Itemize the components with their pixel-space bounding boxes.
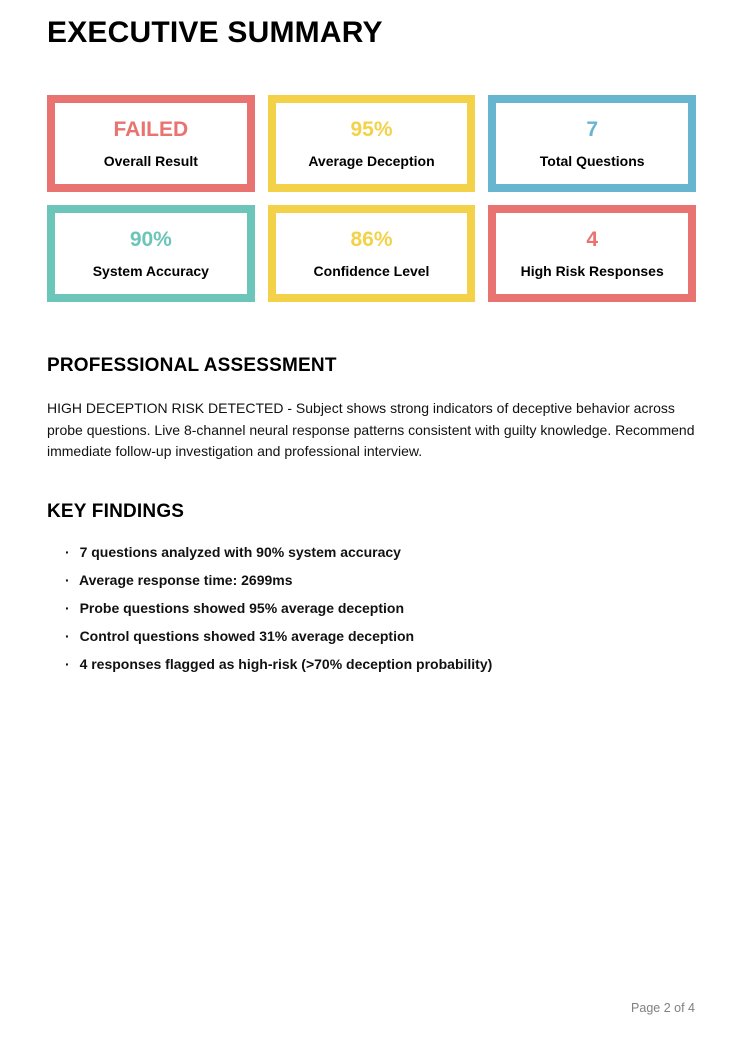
page-title: EXECUTIVE SUMMARY	[47, 16, 383, 49]
finding-text: Probe questions showed 95% average deception	[79, 599, 404, 616]
page-number: Page 2 of 4	[631, 1001, 695, 1015]
stat-value: 95%	[350, 118, 393, 142]
finding-text: Average response time: 2699ms	[79, 571, 293, 588]
findings-heading: KEY FINDINGS	[47, 500, 185, 522]
stat-label: Average Deception	[308, 152, 435, 169]
stat-label: Total Questions	[539, 152, 645, 169]
findings-list	[47, 544, 696, 673]
stat-label: Overall Result	[103, 152, 198, 169]
stat-card	[268, 95, 476, 192]
finding-text: 4 responses flagged as high-risk (>70% deception probability)	[79, 655, 493, 672]
finding-text: Control questions showed 31% average deception	[79, 627, 415, 644]
stat-value: 4	[586, 228, 598, 252]
finding-text: 7 questions analyzed with 90% system accuracy	[79, 543, 401, 560]
stat-card	[268, 205, 476, 302]
stat-value: 90%	[129, 228, 172, 252]
stat-card	[47, 95, 255, 192]
finding-item	[65, 628, 696, 645]
stat-value: 7	[586, 118, 598, 142]
stat-card	[488, 95, 696, 192]
stat-value: 86%	[350, 228, 393, 252]
finding-item	[65, 600, 696, 617]
finding-item	[65, 572, 696, 589]
stat-label: Confidence Level	[313, 262, 430, 279]
stat-label: System Accuracy	[92, 262, 209, 279]
stat-card	[47, 205, 255, 302]
finding-item	[65, 656, 696, 673]
finding-item	[65, 544, 696, 561]
stat-value: FAILED	[113, 118, 189, 142]
stat-card	[488, 205, 696, 302]
stat-cards	[47, 95, 696, 302]
assessment-heading: PROFESSIONAL ASSESSMENT	[47, 355, 337, 376]
assessment-body: HIGH DECEPTION RISK DETECTED - Subject shows strong indicators of deceptive behavior across probe questions. Live 8-channel neural response patterns consistent with guilty knowledge. Recommend immediate follow-up investigation and professional interview.	[47, 400, 695, 460]
stat-label: High Risk Responses	[520, 262, 664, 279]
